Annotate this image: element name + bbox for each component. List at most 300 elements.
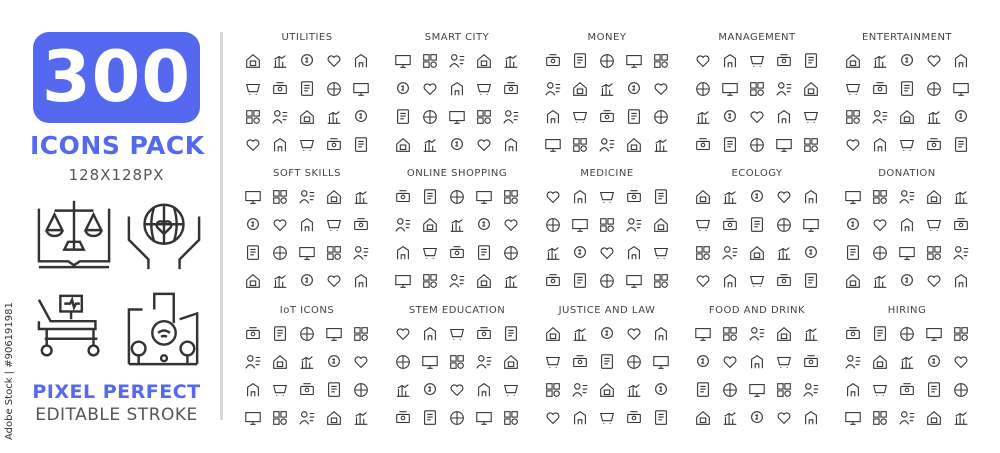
line-icon [324, 188, 344, 210]
line-icon [897, 80, 917, 102]
line-icon [924, 52, 944, 74]
line-icon [393, 216, 413, 238]
line-icon [243, 216, 263, 238]
line-icon [651, 188, 671, 210]
line-icon [897, 353, 917, 375]
line-icon [801, 188, 821, 210]
line-icon [897, 272, 917, 294]
line-icon [447, 216, 467, 238]
line-icon [297, 244, 317, 266]
line-icon [843, 136, 863, 158]
line-icon [420, 353, 440, 375]
line-icon [501, 325, 521, 347]
line-icon [351, 325, 371, 347]
line-icon [843, 80, 863, 102]
line-icon [351, 80, 371, 102]
line-icon [297, 325, 317, 347]
line-icon [420, 409, 440, 431]
hands-globe-heart-icon [125, 195, 203, 273]
line-icon [897, 52, 917, 74]
category-title: ONLINE SHOPPING [406, 168, 508, 179]
line-icon [324, 244, 344, 266]
line-icon [693, 325, 713, 347]
icon-category [682, 305, 832, 431]
icon-category [832, 168, 982, 294]
line-icon [801, 381, 821, 403]
line-icon [843, 409, 863, 431]
line-icon [501, 188, 521, 210]
line-icon [624, 244, 644, 266]
line-icon [393, 409, 413, 431]
line-icon [951, 80, 971, 102]
line-icon [597, 381, 617, 403]
line-icon [570, 353, 590, 375]
line-icon [270, 244, 290, 266]
line-icon [570, 80, 590, 102]
line-icon [843, 188, 863, 210]
line-icon [774, 188, 794, 210]
line-icon [693, 216, 713, 238]
icon-category [382, 32, 532, 158]
line-icon [897, 409, 917, 431]
line-icon [570, 108, 590, 130]
line-icon [597, 80, 617, 102]
line-icon [651, 409, 671, 431]
line-icon [897, 216, 917, 238]
category-title: SOFT SKILLS [273, 168, 341, 179]
line-icon [924, 216, 944, 238]
line-icon [624, 381, 644, 403]
line-icon [801, 409, 821, 431]
line-icon [351, 136, 371, 158]
line-icon [870, 80, 890, 102]
line-icon [297, 52, 317, 74]
line-icon [597, 136, 617, 158]
line-icon [843, 272, 863, 294]
line-icon [324, 325, 344, 347]
category-title: IoT ICONS [279, 305, 335, 316]
line-icon [651, 325, 671, 347]
line-icon [720, 272, 740, 294]
line-icon [297, 353, 317, 375]
line-icon [597, 216, 617, 238]
line-icon [843, 216, 863, 238]
line-icon [351, 409, 371, 431]
line-icon [243, 136, 263, 158]
line-icon [351, 381, 371, 403]
line-icon [597, 244, 617, 266]
line-icon [747, 381, 767, 403]
line-icon [270, 108, 290, 130]
line-icon [501, 381, 521, 403]
line-icon [747, 136, 767, 158]
line-icon [747, 244, 767, 266]
line-icon [570, 272, 590, 294]
line-icon [243, 325, 263, 347]
line-icon [420, 272, 440, 294]
line-icon [543, 108, 563, 130]
line-icon [651, 108, 671, 130]
line-icon [243, 80, 263, 102]
category-title: MEDICINE [580, 168, 634, 179]
line-icon [324, 353, 344, 375]
line-icon [651, 216, 671, 238]
line-icon [693, 244, 713, 266]
line-icon [543, 188, 563, 210]
line-icon [693, 52, 713, 74]
line-icon [651, 136, 671, 158]
line-icon [297, 272, 317, 294]
line-icon [747, 409, 767, 431]
line-icon [270, 353, 290, 375]
line-icon [774, 272, 794, 294]
line-icon [543, 409, 563, 431]
line-icon [243, 381, 263, 403]
category-title: FOOD AND DRINK [708, 305, 806, 316]
line-icon [897, 381, 917, 403]
line-icon [624, 216, 644, 238]
line-icon [720, 136, 740, 158]
line-icon [543, 80, 563, 102]
line-icon [351, 108, 371, 130]
line-icon [501, 272, 521, 294]
line-icon [720, 244, 740, 266]
line-icon [420, 108, 440, 130]
line-icon [243, 409, 263, 431]
line-icon [243, 52, 263, 74]
line-icon [924, 353, 944, 375]
line-icon [474, 353, 494, 375]
feature-editable-stroke: EDITABLE STROKE [35, 405, 198, 425]
line-icon [393, 272, 413, 294]
line-icon [243, 244, 263, 266]
line-icon [924, 272, 944, 294]
line-icon [270, 325, 290, 347]
line-icon [570, 188, 590, 210]
line-icon [693, 381, 713, 403]
line-icon [624, 188, 644, 210]
line-icon [474, 272, 494, 294]
line-icon [951, 188, 971, 210]
category-title: ENTERTAINMENT [861, 32, 953, 43]
line-icon [297, 188, 317, 210]
line-icon [570, 409, 590, 431]
line-icon [870, 353, 890, 375]
line-icon [870, 188, 890, 210]
line-icon [924, 136, 944, 158]
line-icon [543, 381, 563, 403]
line-icon [774, 325, 794, 347]
justice-book-icon [35, 195, 113, 273]
line-icon [501, 52, 521, 74]
line-icon [324, 80, 344, 102]
icon-category [232, 305, 382, 431]
line-icon [324, 272, 344, 294]
line-icon [924, 108, 944, 130]
line-icon [447, 244, 467, 266]
line-icon [651, 381, 671, 403]
line-icon [774, 52, 794, 74]
line-icon [774, 381, 794, 403]
line-icon [270, 409, 290, 431]
line-icon [924, 244, 944, 266]
icon-category [832, 32, 982, 158]
category-title: HIRING [887, 305, 927, 316]
line-icon [720, 52, 740, 74]
line-icon [801, 272, 821, 294]
line-icon [270, 188, 290, 210]
line-icon [951, 325, 971, 347]
line-icon [843, 52, 863, 74]
line-icon [420, 80, 440, 102]
line-icon [774, 136, 794, 158]
line-icon [951, 216, 971, 238]
line-icon [543, 272, 563, 294]
line-icon [570, 244, 590, 266]
line-icon [351, 272, 371, 294]
line-icon [747, 52, 767, 74]
line-icon [474, 108, 494, 130]
line-icon [420, 325, 440, 347]
line-icon [447, 409, 467, 431]
line-icon [693, 272, 713, 294]
divider [220, 32, 223, 420]
line-icon [420, 381, 440, 403]
line-icon [270, 80, 290, 102]
line-icon [720, 381, 740, 403]
line-icon [774, 216, 794, 238]
line-icon [843, 353, 863, 375]
line-icon [693, 80, 713, 102]
line-icon [447, 52, 467, 74]
line-icon [420, 188, 440, 210]
line-icon [447, 80, 467, 102]
line-icon [924, 381, 944, 403]
line-icon [501, 409, 521, 431]
line-icon [951, 409, 971, 431]
icon-category [832, 305, 982, 431]
line-icon [843, 381, 863, 403]
line-icon [843, 244, 863, 266]
line-icon [651, 80, 671, 102]
line-icon [693, 108, 713, 130]
line-icon [243, 188, 263, 210]
pack-size: 128X128PX [68, 166, 165, 184]
line-icon [501, 216, 521, 238]
line-icon [570, 52, 590, 74]
line-icon [270, 381, 290, 403]
line-icon [543, 244, 563, 266]
line-icon [924, 325, 944, 347]
line-icon [324, 108, 344, 130]
category-title: DONATION [878, 168, 936, 179]
line-icon [747, 188, 767, 210]
line-icon [897, 188, 917, 210]
icon-category [232, 168, 382, 294]
line-icon [720, 325, 740, 347]
line-icon [720, 108, 740, 130]
line-icon [870, 108, 890, 130]
line-icon [801, 353, 821, 375]
line-icon [297, 409, 317, 431]
line-icon [447, 108, 467, 130]
watermark-text: Adobe Stock | #906191981 [4, 302, 15, 440]
hospital-bed-icon [35, 290, 113, 368]
line-icon [243, 272, 263, 294]
line-icon [393, 136, 413, 158]
category-title: JUSTICE AND LAW [558, 305, 656, 316]
line-icon [924, 80, 944, 102]
line-icon [924, 188, 944, 210]
icon-category [682, 32, 832, 158]
line-icon [693, 188, 713, 210]
line-icon [243, 353, 263, 375]
line-icon [774, 409, 794, 431]
line-icon [420, 216, 440, 238]
icon-category [232, 32, 382, 158]
line-icon [351, 244, 371, 266]
line-icon [393, 381, 413, 403]
line-icon [801, 52, 821, 74]
line-icon [774, 108, 794, 130]
line-icon [651, 272, 671, 294]
line-icon [270, 136, 290, 158]
line-icon [393, 80, 413, 102]
icon-category [682, 168, 832, 294]
line-icon [951, 244, 971, 266]
line-icon [651, 353, 671, 375]
line-icon [624, 325, 644, 347]
category-title: UTILITIES [281, 32, 333, 43]
line-icon [951, 272, 971, 294]
line-icon [351, 353, 371, 375]
line-icon [951, 353, 971, 375]
line-icon [801, 108, 821, 130]
line-icon [801, 136, 821, 158]
line-icon [624, 80, 644, 102]
line-icon [597, 272, 617, 294]
line-icon [774, 80, 794, 102]
line-icon [597, 52, 617, 74]
line-icon [774, 353, 794, 375]
line-icon [897, 325, 917, 347]
line-icon [570, 381, 590, 403]
line-icon [543, 216, 563, 238]
line-icon [501, 108, 521, 130]
line-icon [447, 353, 467, 375]
line-icon [720, 80, 740, 102]
line-icon [801, 325, 821, 347]
line-icon [570, 216, 590, 238]
line-icon [693, 136, 713, 158]
category-title: STEM EDUCATION [408, 305, 506, 316]
line-icon [624, 108, 644, 130]
line-icon [624, 272, 644, 294]
line-icon [951, 136, 971, 158]
line-icon [297, 381, 317, 403]
line-icon [447, 381, 467, 403]
line-icon [324, 381, 344, 403]
line-icon [747, 80, 767, 102]
line-icon [870, 52, 890, 74]
icon-category [382, 305, 532, 431]
line-icon [474, 216, 494, 238]
line-icon [393, 108, 413, 130]
line-icon [720, 353, 740, 375]
line-icon [624, 136, 644, 158]
line-icon [747, 353, 767, 375]
line-icon [297, 80, 317, 102]
line-icon [624, 353, 644, 375]
line-icon [324, 216, 344, 238]
line-icon [474, 244, 494, 266]
line-icon [897, 108, 917, 130]
line-icon [474, 325, 494, 347]
line-icon [843, 325, 863, 347]
line-icon [270, 216, 290, 238]
line-icon [324, 136, 344, 158]
line-icon [870, 136, 890, 158]
line-icon [351, 188, 371, 210]
line-icon [693, 353, 713, 375]
line-icon [474, 381, 494, 403]
line-icon [597, 108, 617, 130]
category-title: ECOLOGY [731, 168, 783, 179]
line-icon [420, 52, 440, 74]
line-icon [897, 244, 917, 266]
line-icon [447, 136, 467, 158]
category-title: SMART CITY [424, 32, 490, 43]
line-icon [420, 244, 440, 266]
icon-category [532, 168, 682, 294]
line-icon [870, 381, 890, 403]
line-icon [393, 353, 413, 375]
icon-category [532, 305, 682, 431]
line-icon [597, 325, 617, 347]
line-icon [843, 108, 863, 130]
line-icon [474, 52, 494, 74]
line-icon [297, 136, 317, 158]
line-icon [597, 409, 617, 431]
line-icon [801, 80, 821, 102]
line-icon [720, 188, 740, 210]
category-title: MANAGEMENT [718, 32, 796, 43]
line-icon [747, 325, 767, 347]
line-icon [447, 272, 467, 294]
line-icon [624, 52, 644, 74]
line-icon [747, 108, 767, 130]
line-icon [270, 52, 290, 74]
line-icon [501, 136, 521, 158]
line-icon [570, 325, 590, 347]
line-icon [447, 325, 467, 347]
line-icon [597, 188, 617, 210]
line-icon [474, 409, 494, 431]
line-icon [651, 52, 671, 74]
pack-title: ICONS PACK [30, 131, 205, 160]
line-icon [747, 272, 767, 294]
icon-category [382, 168, 532, 294]
line-icon [501, 80, 521, 102]
line-icon [747, 216, 767, 238]
line-icon [801, 244, 821, 266]
line-icon [801, 216, 821, 238]
line-icon [543, 136, 563, 158]
line-icon [270, 272, 290, 294]
line-icon [501, 244, 521, 266]
category-title: MONEY [587, 32, 627, 43]
feature-pixel-perfect: PIXEL PERFECT [32, 381, 201, 403]
